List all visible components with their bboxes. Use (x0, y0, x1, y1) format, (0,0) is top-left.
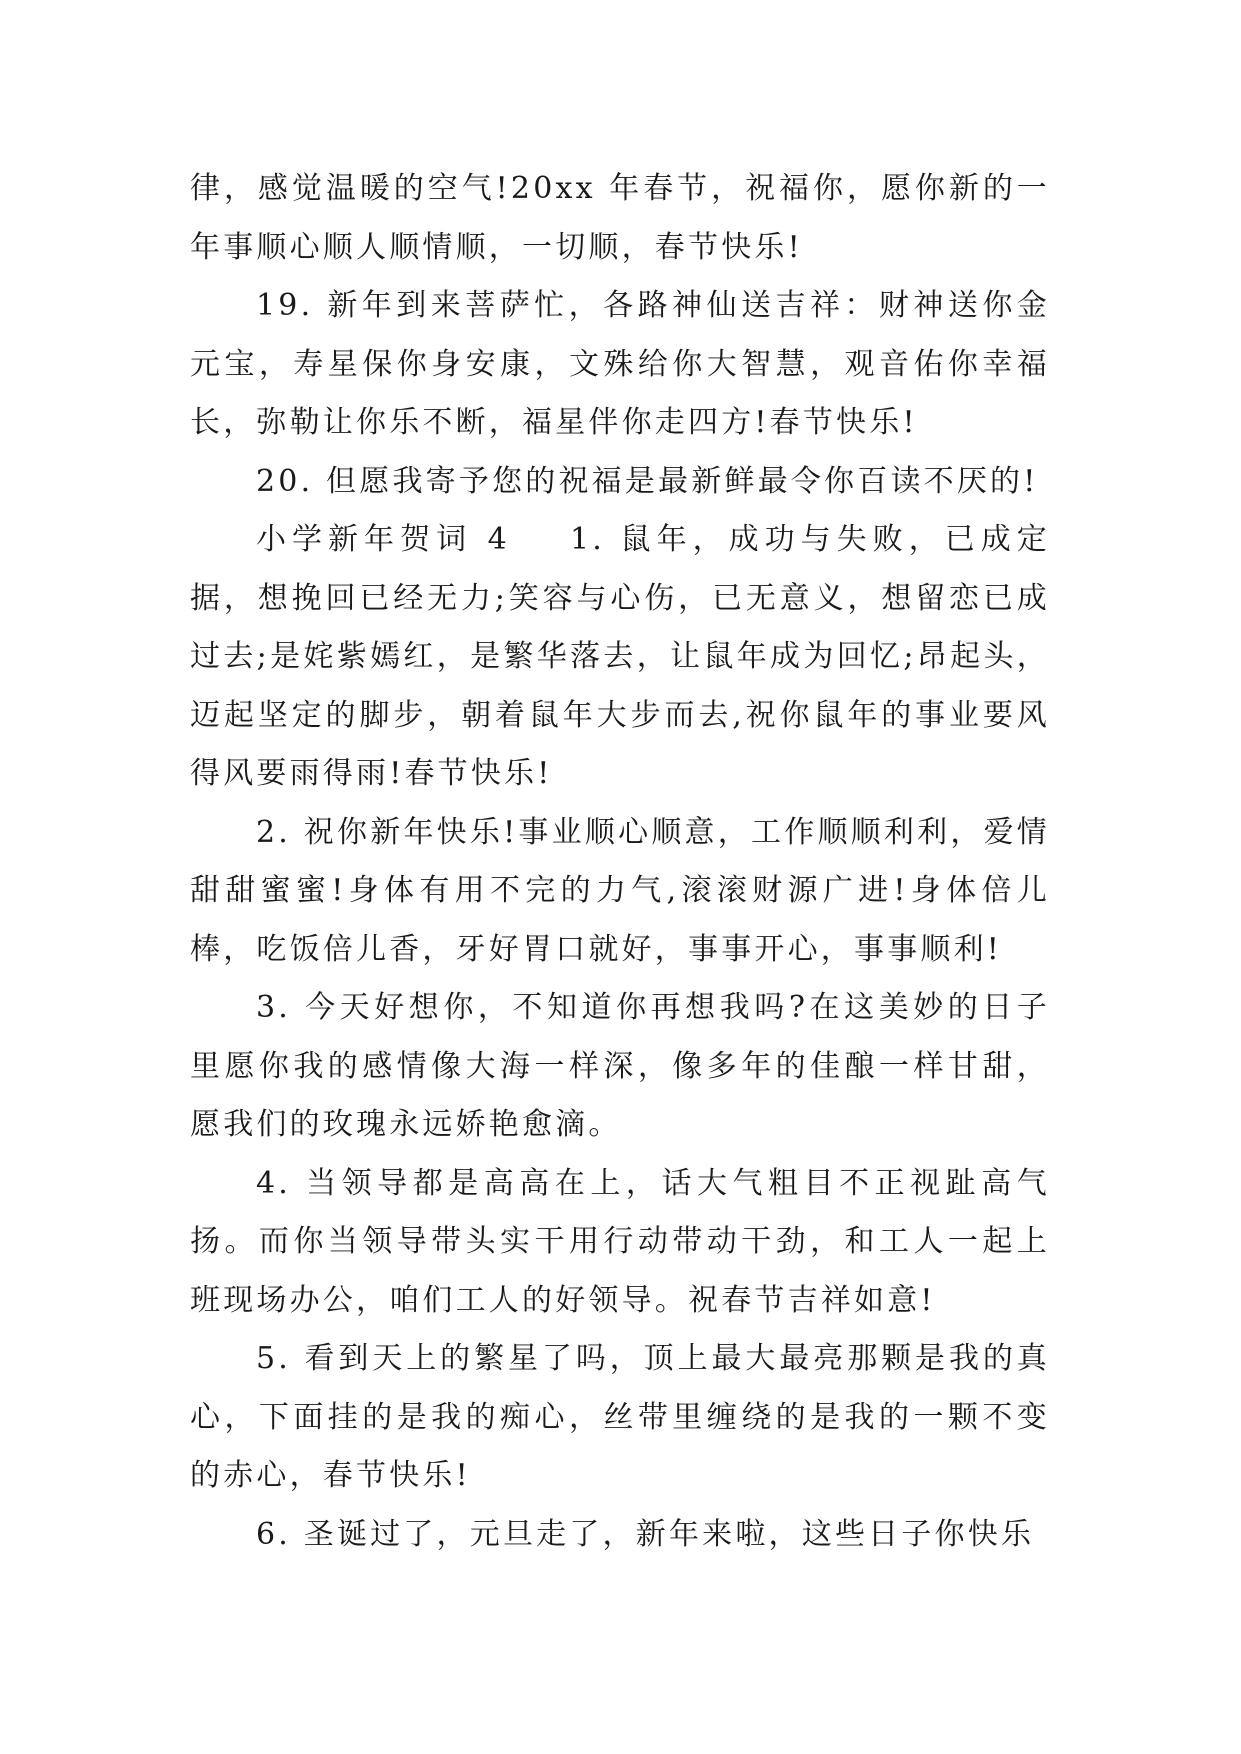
paragraph-item-6: 6. 圣诞过了，元旦走了，新年来啦，这些日子你快乐 (256, 1516, 1035, 1552)
paragraph-item-19: 19. 新年到来菩萨忙，各路神仙送吉祥：财神送你金元宝，寿星保你身安康，文殊给你大智慧，观音佑你幸福长，弥勒让你乐不断，福星伴你走四方!春节快乐! (190, 288, 1050, 440)
paragraph-item-2: 2. 祝你新年快乐!事业顺心顺意，工作顺顺利利，爱情甜甜蜜蜜!身体有用不完的力气,滚滚财源广进!身体倍儿棒，吃饭倍儿香，牙好胃口就好，事事开心，事事顺利! (190, 814, 1050, 967)
paragraph-item-5: 5. 看到天上的繁星了吗，顶上最大最亮那颗是我的真心，下面挂的是我的痴心，丝带里缠绕的是我的一颗不变的赤心，春节快乐! (190, 1341, 1050, 1493)
section-item-1: 1. 鼠年，成功与失败，已成定据，想挽回已经无力;笑容与心伤，已无意义，想留恋已成过去;是姹紫嫣红，是繁华落去，让鼠年成为回忆;昂起头，迈起坚定的脚步，朝着鼠年大步而去,祝你鼠年的事业要风得风要雨得雨!春节快乐! (190, 522, 1050, 791)
paragraph-item-4: 4. 当领导都是高高在上，话大气粗目不正视趾高气扬。而你当领导带头实干用行动带动干劲，和工人一起上班现场办公，咱们工人的好领导。祝春节吉祥如意! (190, 1165, 1050, 1318)
section-heading: 小学新年贺词 4 (256, 522, 510, 557)
section-paragraph (190, 511, 1050, 804)
paragraph-item-3: 3. 今天好想你，不知道你再想我吗?在这美妙的日子里愿你我的感情像大海一样深，像多年的佳酿一样甘甜，愿我们的玫瑰永远娇艳愈滴。 (190, 990, 1050, 1142)
paragraph-item-20: 20. 但愿我寄予您的祝福是最新鲜最令你百读不厌的! (256, 463, 1039, 499)
paragraph-continued: 律，感觉温暖的空气!20xx 年春节，祝福你，愿你新的一年事顺心顺人顺情顺，一切顺，春节快乐! (190, 171, 1050, 265)
document-body (190, 160, 1050, 1564)
